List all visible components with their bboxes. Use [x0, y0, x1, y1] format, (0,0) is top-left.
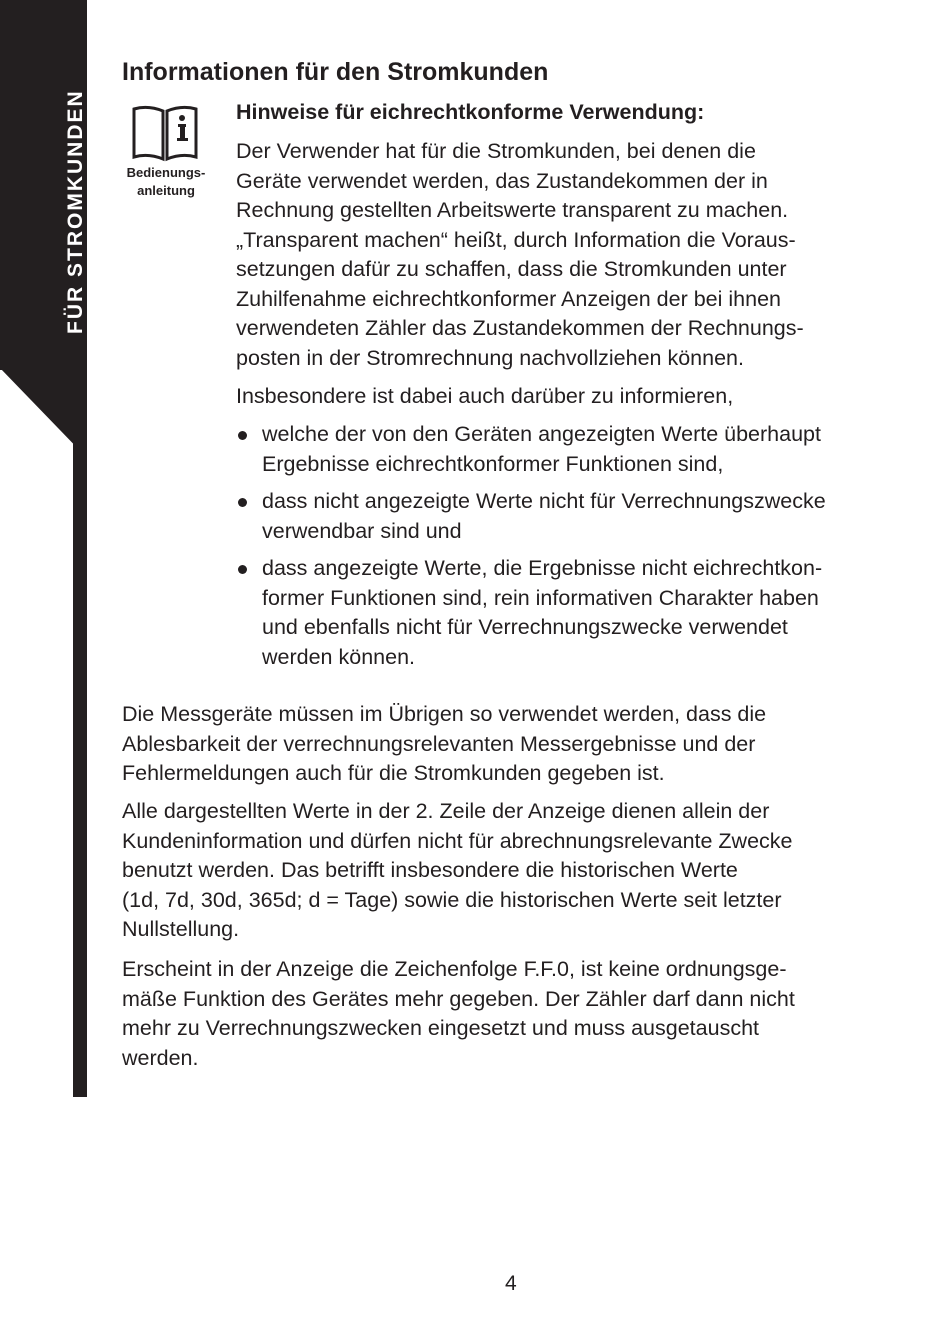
text-line: benutzt werden. Das betrifft insbesondere die historischen Werte — [122, 858, 738, 882]
text-line: Zuhilfenahme eichrechtkonformer Anzeigen der bei ihnen — [236, 286, 781, 311]
text-line: verwendbar sind und — [262, 518, 462, 543]
text-line: Die Messgeräte müssen im Übrigen so verwendet werden, dass die — [122, 702, 767, 726]
text-line: „Transparent machen“ heißt, durch Information die Voraus- — [236, 227, 796, 252]
text-line: dass angezeigte Werte, die Ergebnisse nicht eichrechtkon- — [262, 556, 823, 580]
paragraph-second-line — [122, 797, 793, 945]
text-line: Kundeninformation und dürfen nicht für abrechnungsrelevante Zwecke — [122, 828, 793, 853]
text-line: Der Verwender hat für die Stromkunden, bei denen die — [236, 139, 756, 163]
text-line: posten in der Stromrechnung nachvollziehen können. — [236, 345, 744, 370]
paragraph-error-code — [122, 955, 795, 1073]
text-line: Ergebnisse eichrechtkonformer Funktionen sind, — [262, 451, 724, 476]
side-tab — [0, 0, 87, 1097]
side-tab-label: FÜR STROMKUNDEN — [64, 89, 87, 334]
text-line: werden. — [122, 1045, 199, 1070]
manual-caption — [116, 164, 216, 200]
book-info-icon — [130, 103, 200, 163]
text-line: Nullstellung. — [122, 917, 240, 941]
text-line: werden können. — [262, 644, 415, 669]
manual-caption-line: Bedienungs- — [126, 165, 206, 180]
list-item — [236, 487, 916, 546]
text-line: Alle dargestellten Werte in der 2. Zeile der Anzeige dienen allein der — [122, 799, 770, 823]
text-line: mehr zu Verrechnungszwecken eingesetzt und muss ausgetauscht — [122, 1016, 760, 1040]
paragraph-readability — [122, 700, 766, 789]
section-subtitle: Hinweise für eichrechtkonforme Verwendung: — [236, 100, 705, 124]
text-line: (1d, 7d, 30d, 365d; d = Tage) sowie die historischen Werte seit letzter — [122, 887, 782, 912]
text-line: und ebenfalls nicht für Verrechnungszwecke verwendet — [262, 615, 788, 639]
text-line: Rechnung gestellten Arbeitswerte transparent zu machen. — [236, 198, 789, 222]
text-line: Fehlermeldungen auch für die Stromkunden gegeben ist. — [122, 761, 665, 785]
page-number: 4 — [505, 1272, 517, 1295]
text-line: verwendeten Zähler das Zustandekommen der Rechnungs- — [236, 316, 804, 340]
paragraph-transparency — [236, 137, 804, 373]
text-line: welche der von den Geräten angezeigten Werte überhaupt — [262, 422, 821, 446]
text-line: Geräte verwendet werden, das Zustandekommen der in — [236, 168, 768, 193]
list-item — [236, 420, 916, 479]
text-line: former Funktionen sind, rein informativen Charakter haben — [262, 585, 819, 610]
page-title: Informationen für den Stromkunden — [122, 58, 549, 86]
text-line: Ablesbarkeit der verrechnungsrelevanten Messergebnisse und der — [122, 731, 756, 756]
text-line: Erscheint in der Anzeige die Zeichenfolge F.F.0, ist keine ordnungsge- — [122, 957, 787, 981]
text-line: mäße Funktion des Gerätes mehr gegeben. Der Zähler darf dann nicht — [122, 986, 795, 1011]
text-line: dass nicht angezeigte Werte nicht für Verrechnungszwecke — [262, 489, 826, 513]
paragraph-inform: Insbesondere ist dabei auch darüber zu informieren, — [236, 384, 734, 408]
text-line: setzungen dafür zu schaffen, dass die Stromkunden unter — [236, 257, 787, 281]
list-item — [236, 554, 916, 672]
manual-caption-line: anleitung — [137, 183, 195, 198]
bullet-list — [236, 420, 916, 672]
